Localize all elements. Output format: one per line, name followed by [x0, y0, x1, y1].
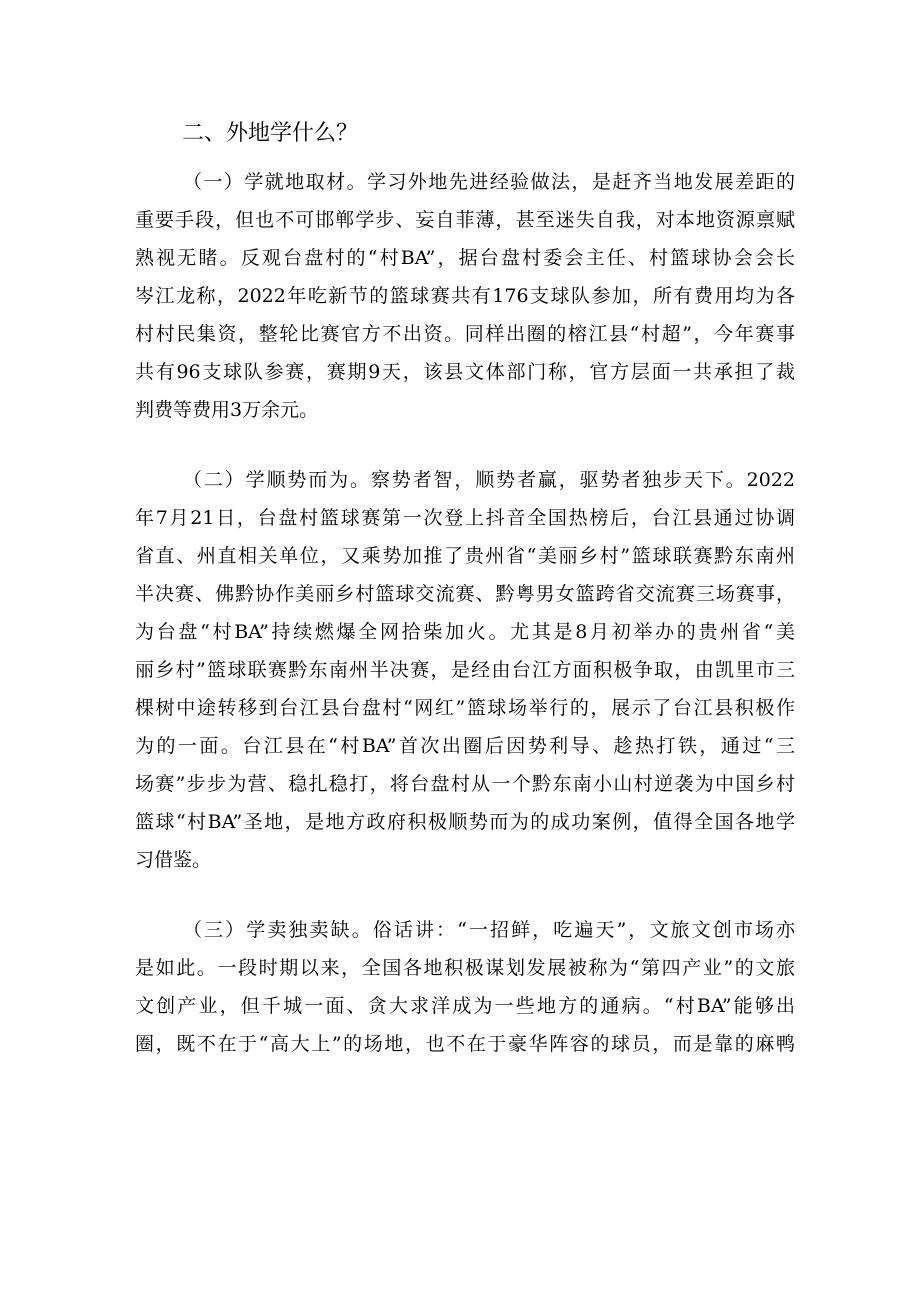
- section-heading: 二、外地学什么？: [182, 121, 359, 146]
- paragraph-2-line-6: 丽乡村”篮球联赛黔东南州半决赛，是经由台江方面积极争取，由凯里市三: [135, 659, 795, 681]
- paragraph-2-line-2: 年7月21日，台盘村篮球赛第一次登上抖音全国热榜后，台江县通过协调: [135, 507, 795, 529]
- paragraph-3-line-3: 文创产业，但千城一面、贪大求洋成为一些地方的通病。“村BA”能够出: [135, 995, 795, 1017]
- paragraph-2-line-4: 半决赛、佛黔协作美丽乡村篮球交流赛、黔粤男女篮跨省交流赛三场赛事，: [135, 583, 795, 605]
- paragraph-3-line-2: 是如此。一段时期以来，全国各地积极谋划发展被称为“第四产业”的文旅: [135, 957, 795, 979]
- paragraph-2-line-11: 习借鉴。: [135, 849, 212, 871]
- paragraph-1-line-5: 村村民集资，整轮比赛官方不出资。同样出圈的榕江县“村超”，今年赛事: [135, 323, 795, 345]
- paragraph-2-line-10: 篮球“村BA”圣地，是地方政府积极顺势而为的成功案例，值得全国各地学: [135, 811, 795, 833]
- paragraph-1-line-7: 判费等费用3万余元。: [135, 399, 319, 421]
- paragraph-2-line-3: 省直、州直相关单位，又乘势加推了贵州省“美丽乡村”篮球联赛黔东南州: [135, 545, 795, 567]
- paragraph-2-line-1: （二）学顺势而为。察势者智，顺势者赢，驱势者独步天下。2022: [183, 469, 795, 491]
- paragraph-1-line-6: 共有96支球队参赛，赛期9天，该县文体部门称，官方层面一共承担了裁: [135, 361, 795, 383]
- paragraph-3-line-4: 圈，既不在于“高大上”的场地，也不在于豪华阵容的球员，而是靠的麻鸭: [135, 1033, 795, 1055]
- paragraph-1-line-1: （一）学就地取材。学习外地先进经验做法，是赶齐当地发展差距的: [183, 171, 795, 193]
- paragraph-1-line-3: 熟视无睹。反观台盘村的“村BA”，据台盘村委会主任、村篮球协会会长: [135, 247, 795, 269]
- paragraph-1-line-4: 岑江龙称，2022年吃新节的篮球赛共有176支球队参加，所有费用均为各: [135, 285, 795, 307]
- paragraph-2-line-7: 棵树中途转移到台江县台盘村“网红”篮球场举行的，展示了台江县积极作: [135, 697, 795, 719]
- paragraph-2-line-9: 场赛”步步为营、稳扎稳打，将台盘村从一个黔东南小山村逆袭为中国乡村: [135, 773, 795, 795]
- paragraph-2-line-8: 为的一面。台江县在“村BA”首次出圈后因势利导、趁热打铁，通过“三: [135, 735, 795, 757]
- paragraph-3-line-1: （三）学卖独卖缺。俗话讲：“一招鲜，吃遍天”，文旅文创市场亦: [183, 919, 795, 941]
- paragraph-1-line-2: 重要手段，但也不可邯郸学步、妄自菲薄，甚至迷失自我，对本地资源禀赋: [135, 209, 795, 231]
- paragraph-2-line-5: 为台盘“村BA”持续燃爆全网拾柴加火。尤其是8月初举办的贵州省“美: [135, 621, 795, 643]
